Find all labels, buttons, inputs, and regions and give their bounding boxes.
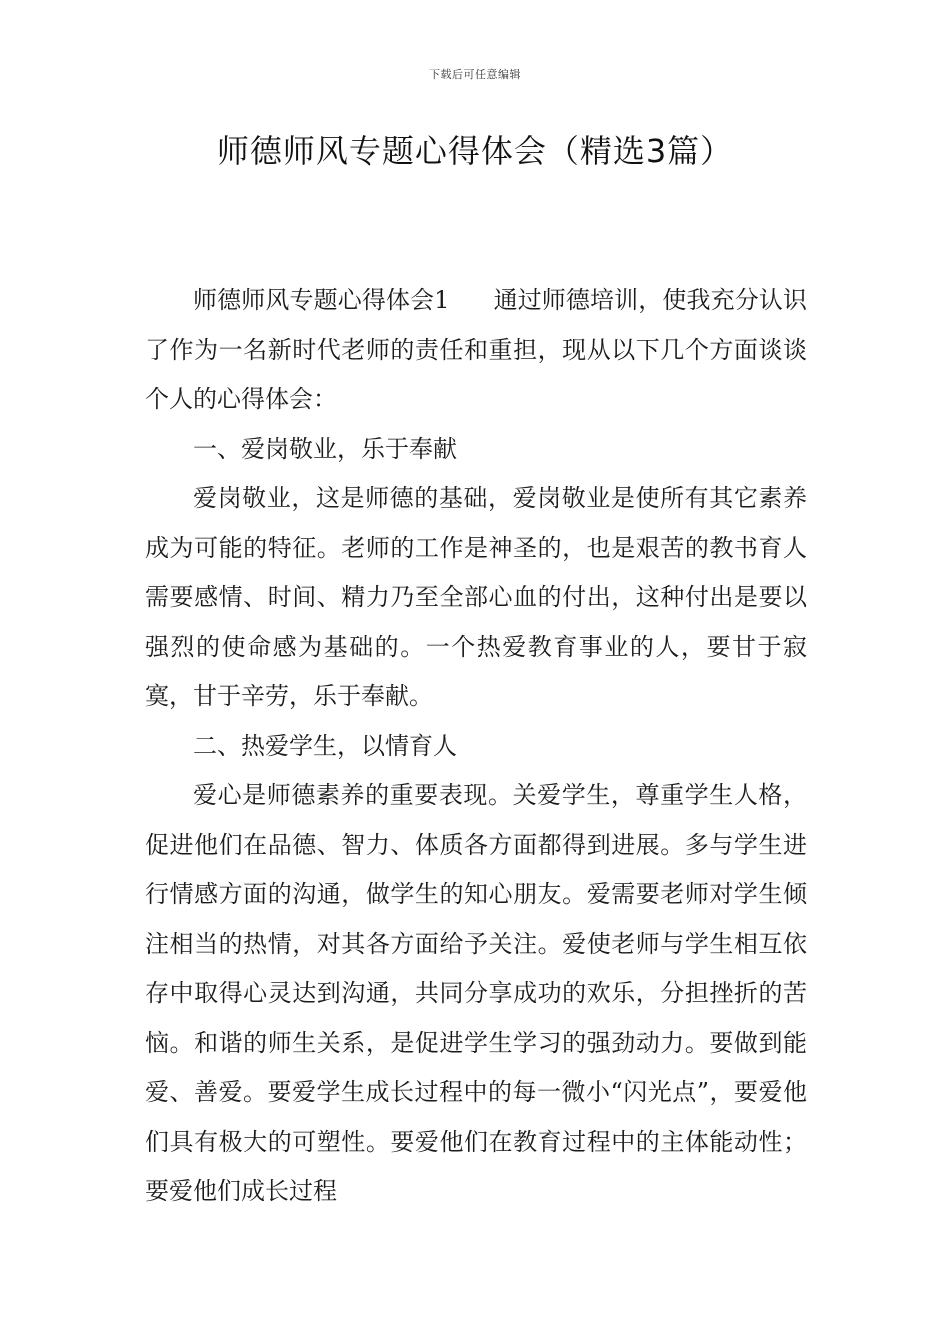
section-1-paragraph: 爱岗敬业，这是师德的基础，爱岗敬业是使所有其它素养成为可能的特征。老师的工作是神圣的，也是艰苦的教书育人需要感情、时间、精力乃至全部心血的付出，这种付出是要以强烈的使命感为基础的。一个热爱教育事业的人，要甘于寂寞，甘于辛劳，乐于奉献。	[145, 484, 807, 710]
document-title: 师德师风专题心得体会（精选3篇）	[216, 132, 734, 170]
document-body	[145, 276, 807, 1217]
intro-text: 通过师德培训，使我充分认识了作为一名新时代老师的责任和重担，现从以下几个方面谈谈个人的心得体会：	[145, 286, 807, 413]
intro-paragraph	[145, 276, 807, 425]
section-2-heading: 二、热爱学生，以情育人	[193, 731, 457, 760]
intro-label: 师德师风专题心得体会1	[193, 286, 450, 314]
section-1-heading: 一、爱岗敬业，乐于奉献	[193, 434, 457, 463]
section-2-paragraph: 爱心是师德素养的重要表现。关爱学生，尊重学生人格，促进他们在品德、智力、体质各方面都得到进展。多与学生进行情感方面的沟通，做学生的知心朋友。爱需要老师对学生倾注相当的热情，对其各方面给予关注。爱使老师与学生相互依存中取得心灵达到沟通，共同分享成功的欢乐，分担挫折的苦恼。和谐的师生关系，是促进学生学习的强劲动力。要做到能爱、善爱。要爱学生成长过程中的每一微小“闪光点”，要爱他们具有极大的可塑性。要爱他们在教育过程中的主体能动性；要爱他们成长过程	[145, 781, 807, 1205]
header-note: 下载后可任意编辑	[429, 68, 521, 81]
